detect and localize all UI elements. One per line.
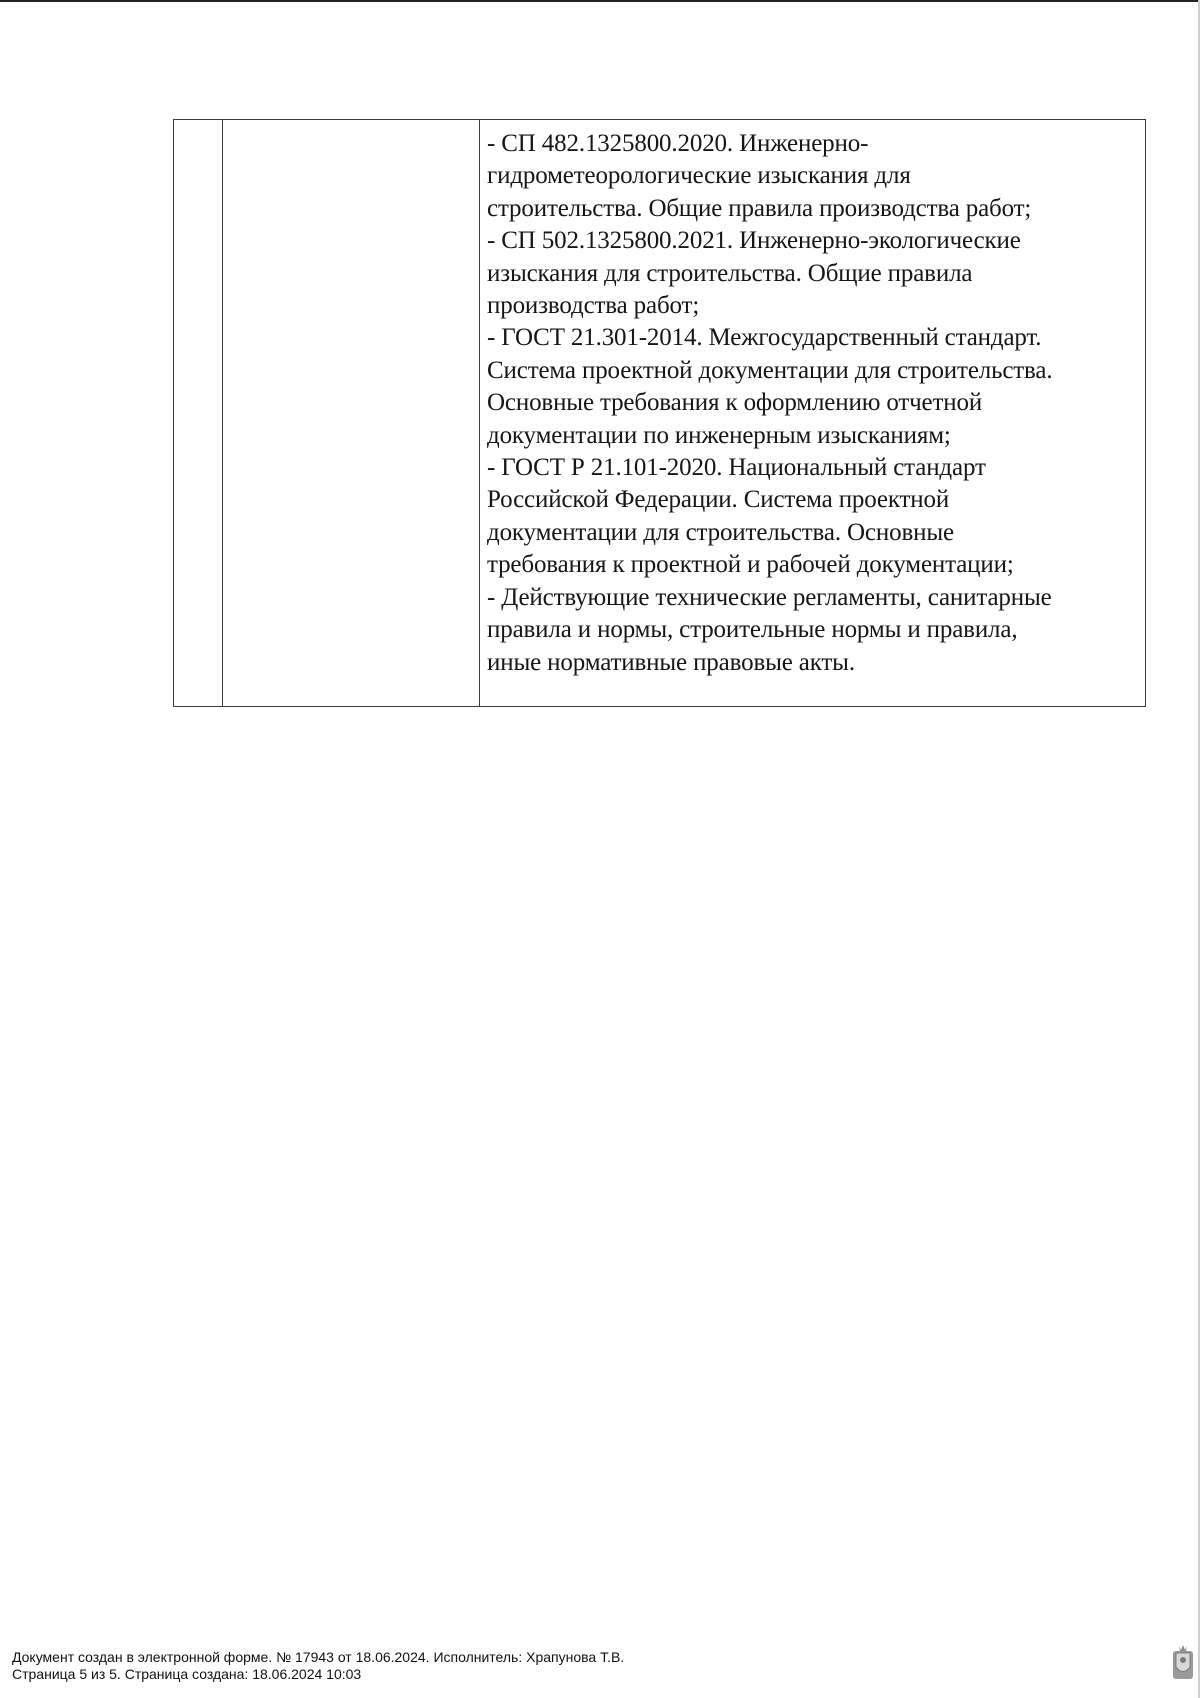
coat-of-arms-icon [1172,1643,1194,1681]
requirement-line: гидрометеорологические изыскания для [487,162,911,190]
requirement-line: Основные требования к оформлению отчетной [487,389,983,417]
requirements-table [173,119,1146,707]
document-footer [12,1649,624,1683]
requirements-cell [480,120,1146,707]
requirement-line: изыскания для строительства. Общие правила [487,259,973,287]
requirement-line: строительства. Общие правила производства работ; [487,194,1032,222]
footer-document-info: Документ создан в электронной форме. № 17943 от 18.06.2024. Исполнитель: Храпунова Т.В. [12,1649,625,1665]
requirement-line: правила и нормы, строительные нормы и правила, [487,616,1018,644]
requirement-line: документации по инженерным изысканиям; [487,421,951,449]
requirement-line: Система проектной документации для строительства. [487,356,1053,384]
requirement-line: производства работ; [487,292,700,320]
requirement-line: иные нормативные правовые акты. [487,648,855,676]
requirement-line: Российской Федерации. Система проектной [487,486,950,514]
requirement-line: - СП 482.1325800.2020. Инженерно- [487,130,869,157]
row-number-cell [174,120,223,707]
table-row [174,120,1146,707]
row-name-cell [223,120,480,707]
page-top-edge [0,0,1200,2]
requirement-line: - СП 502.1325800.2021. Инженерно-экологические [487,227,1021,255]
requirement-line: - ГОСТ 21.301-2014. Межгосударственный стандарт. [487,324,1042,352]
requirement-line: - Действующие технические регламенты, санитарные [487,583,1052,611]
requirement-line: - ГОСТ Р 21.101-2020. Национальный стандарт [487,454,986,482]
requirement-line: документации для строительства. Основные [487,518,954,546]
requirement-line: требования к проектной и рабочей документации; [487,551,1014,579]
footer-page-info: Страница 5 из 5. Страница создана: 18.06.2024 10:03 [12,1666,362,1682]
